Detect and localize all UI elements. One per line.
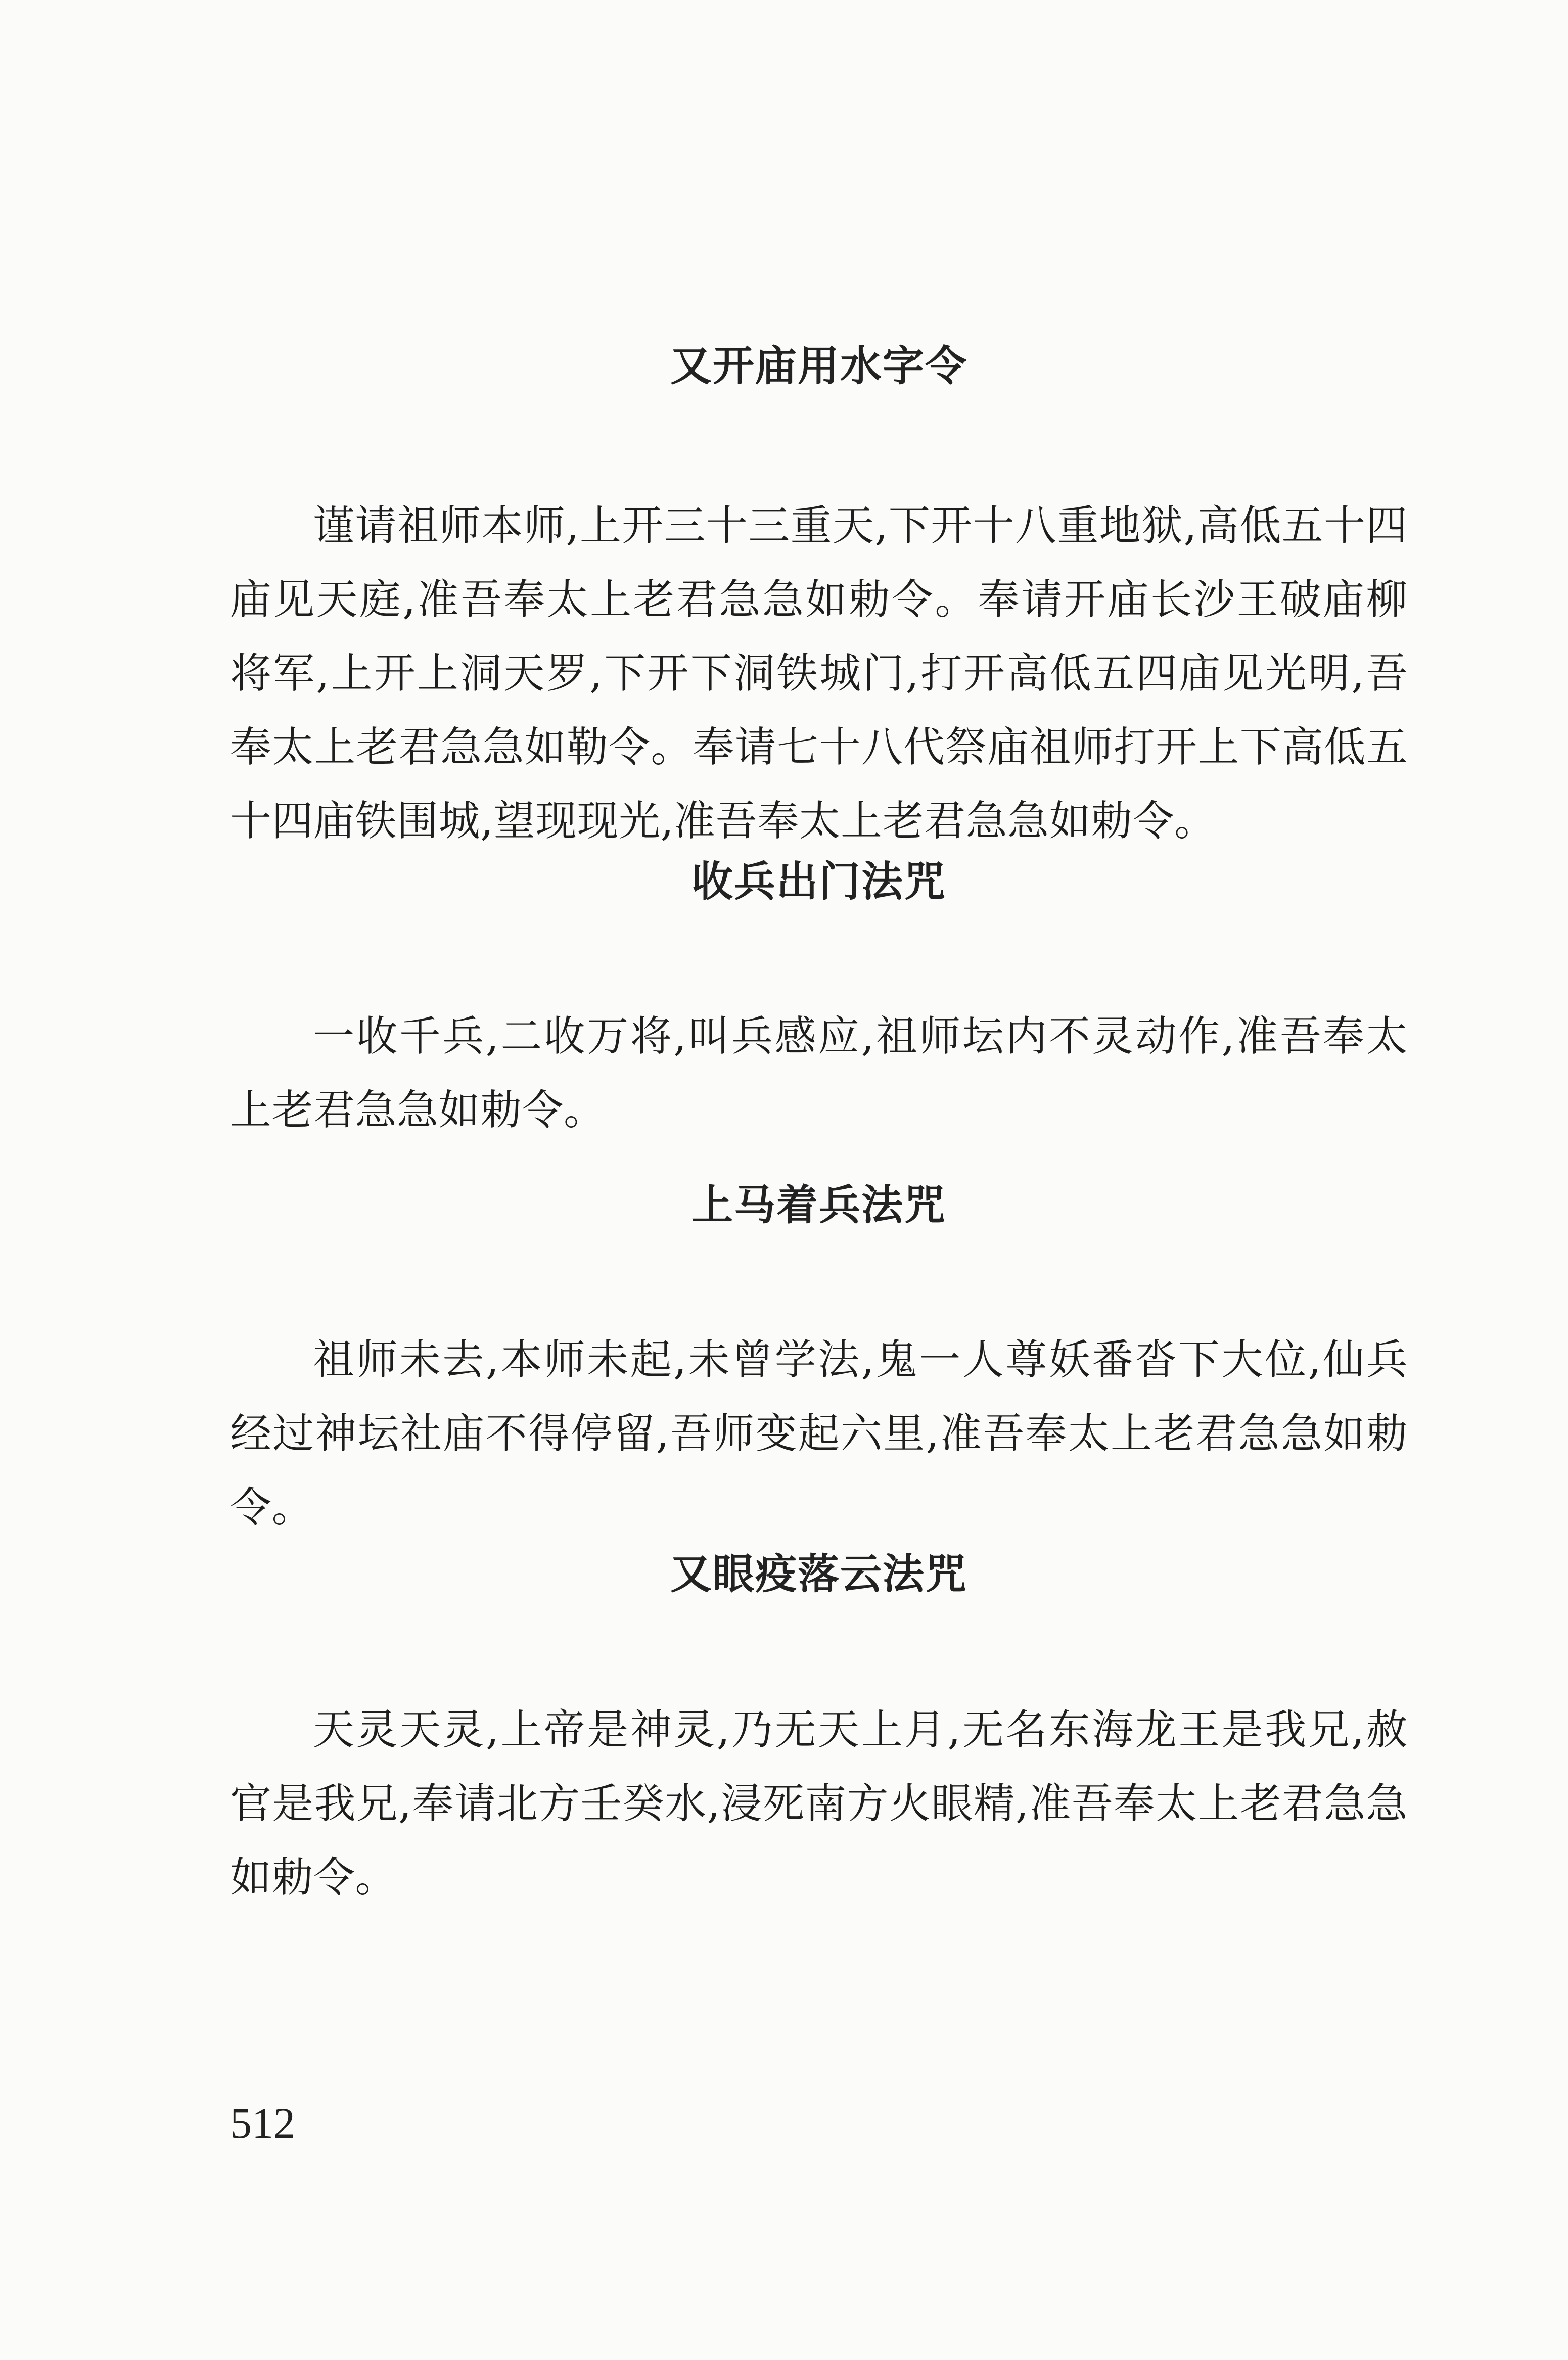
section-shangma-zhuobing-fazhou <box>230 1178 1408 1545</box>
page-number: 512 <box>230 2099 295 2147</box>
section-title: 上马着兵法咒 <box>691 1181 946 1229</box>
section-shoubing-chumen-fazhou <box>230 854 1408 1147</box>
section-title: 又眼疫落云法咒 <box>670 1550 967 1598</box>
section-body: 一收千兵,二收万将,叫兵感应,祖师坛内不灵动作,准吾奉太上老君急急如勅令。 <box>230 1012 1408 1134</box>
section-body: 谨请祖师本师,上开三十三重天,下开十八重地狱,高低五十四庙见天庭,准吾奉太上老君急急如勅令。奉请开庙长沙王破庙柳将军,上开上洞天罗,下开下洞铁城门,打开高低五四庙见光明,吾奉太上老君急急如勒令。奉请七十八代祭庙祖师打开上下高低五十四庙铁围城,望现现光,准吾奉太上老君急急如勅令。 <box>230 502 1408 845</box>
section-body: 天灵天灵,上帝是神灵,乃无天上月,无名东海龙王是我兄,赦官是我兄,奉请北方壬癸水,浸死南方火眼精,准吾奉太上老君急急如勅令。 <box>230 1706 1408 1902</box>
section-kaimiao-shuizi-ling <box>230 339 1408 858</box>
section-yanyi-luoyun-fazhou <box>230 1547 1408 1915</box>
section-title: 收兵出门法咒 <box>691 858 946 906</box>
section-body: 祖师未去,本师未起,未曾学法,鬼一人尊妖番沓下大位,仙兵经过神坛社庙不得停留,吾师变起六里,准吾奉太上老君急急如勅令。 <box>230 1336 1408 1532</box>
section-title: 又开庙用水字令 <box>670 342 967 390</box>
